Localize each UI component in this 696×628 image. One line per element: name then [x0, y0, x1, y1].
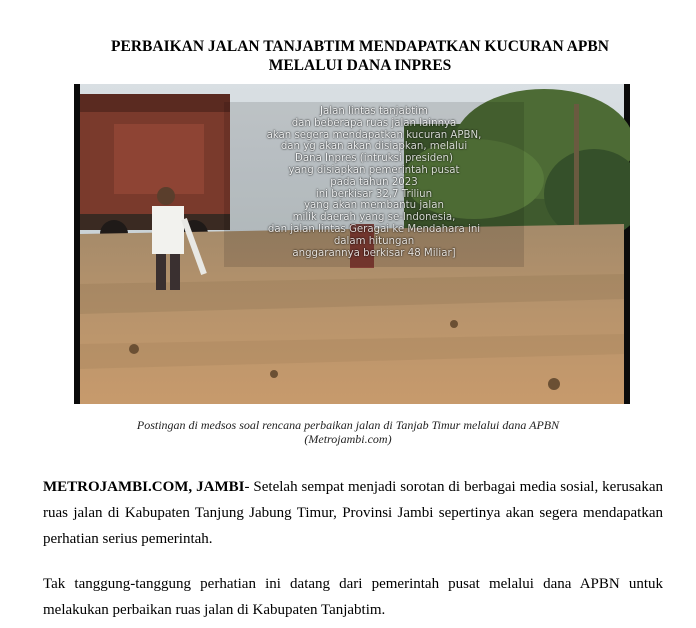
- dateline: METROJAMBI.COM, JAMBI: [43, 479, 245, 495]
- article-title: [60, 37, 660, 75]
- photo-caption: [60, 418, 636, 446]
- paragraph-1-text: - Setelah sempat menjadi sorotan di berbagai media sosial, kerusakan ruas jalan di Kabupaten Tanjung Jabung Timur, Provinsi Jambi sepertinya akan segera mendapatkan perhatian serius pemerintah.: [43, 479, 663, 547]
- overlay-line: Dana Inpres (intruksi presiden): [295, 153, 453, 165]
- overlay-line: ini berkisar 32,7 Triliun: [315, 188, 433, 200]
- article-title-line-1: PERBAIKAN JALAN TANJABTIM MENDAPATKAN KUCURAN APBN: [111, 38, 609, 55]
- overlay-line: dan jalan lintas Geragai ke Mendahara ini: [267, 223, 481, 235]
- overlay-line: yang akan membantu jalan: [304, 200, 444, 212]
- overlay-line: pada tahun 2023: [330, 176, 418, 188]
- overlay-line: dalam hitungan: [333, 235, 415, 247]
- caption-line-2: (Metrojambi.com): [304, 432, 392, 446]
- overlay-line: akan segera mendapatkan kucuran APBN,: [266, 129, 482, 141]
- article-title-line-2: MELALUI DANA INPRES: [268, 57, 452, 74]
- article-paragraph-2: [43, 571, 663, 623]
- overlay-line: Jalan lintas tanjabtim: [320, 106, 428, 117]
- caption-line-1: Postingan di medsos soal rencana perbaikan jalan di Tanjab Timur melalui dana APBN: [136, 418, 560, 432]
- overlay-line: yang disiapkan pemerintah pusat: [288, 164, 460, 176]
- article-paragraph-1: [43, 474, 663, 552]
- article-photo: [74, 84, 630, 404]
- paragraph-2-text: Tak tanggung-tanggung perhatian ini datang dari pemerintah pusat melalui dana APBN untuk melakukan perbaikan ruas jalan di Kabupaten Tanjabtim.: [43, 576, 663, 618]
- overlay-line: milik daerah yang se-Indonesia,: [292, 212, 456, 224]
- photo-overlay-text: [224, 106, 524, 259]
- overlay-line: dan beberapa ruas jalan lainnya: [291, 117, 457, 129]
- overlay-line: anggarannya berkisar 48 Miliar]: [292, 247, 456, 259]
- overlay-line: dan yg akan akan disiapkan, melalui: [280, 141, 468, 153]
